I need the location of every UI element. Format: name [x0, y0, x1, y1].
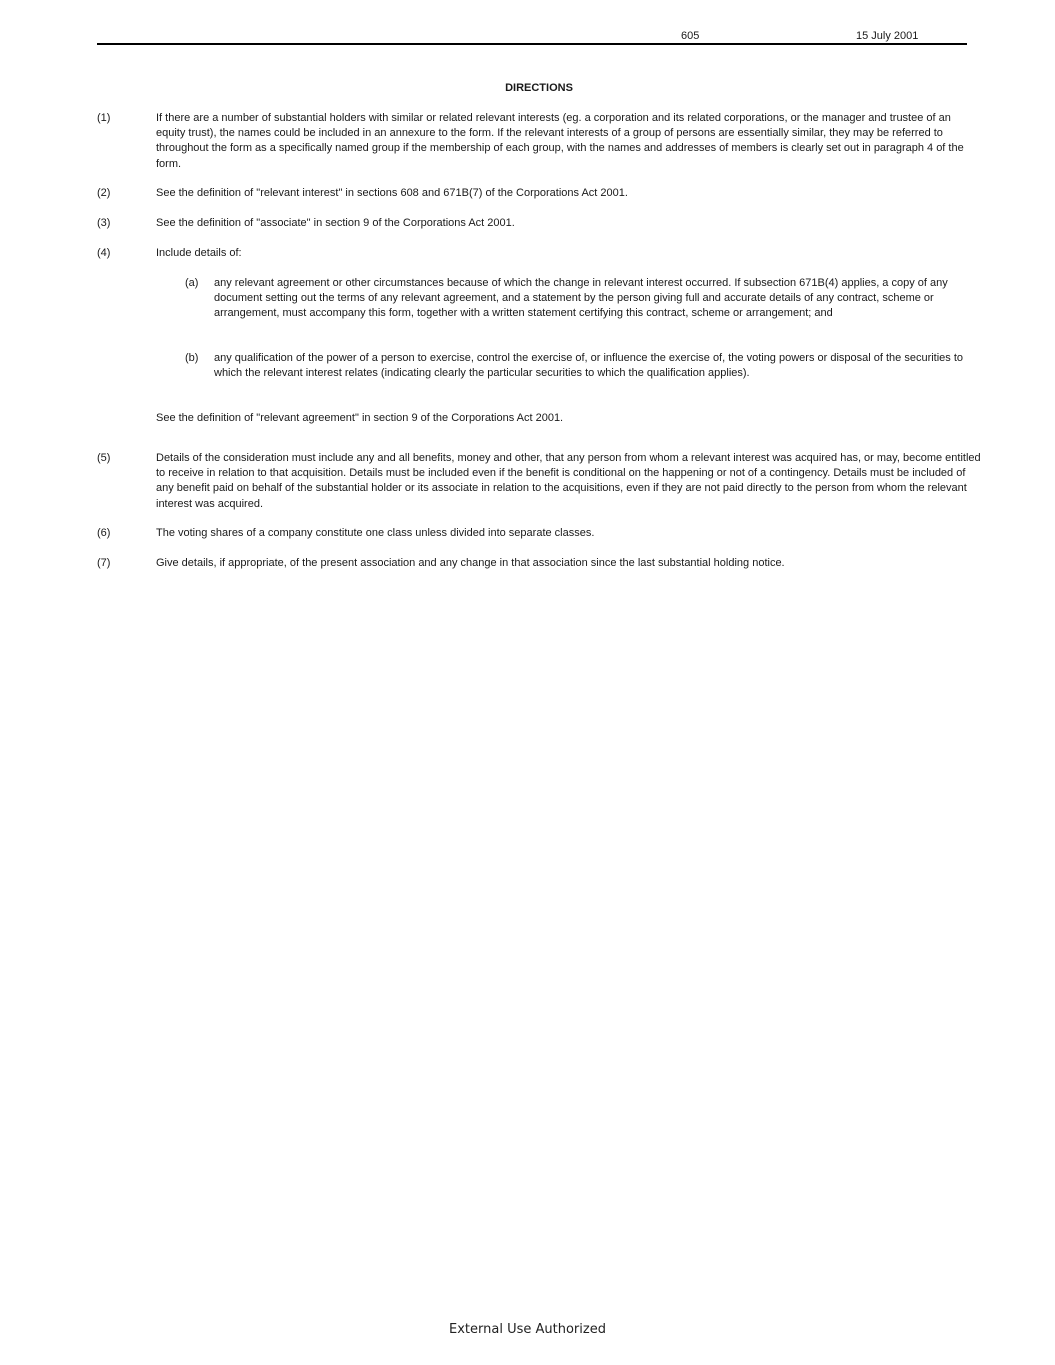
direction-text: See the definition of "associate" in section 9 of the Corporations Act 2001. — [156, 217, 515, 229]
direction-number: (3) — [97, 217, 111, 229]
see-also-note: See the definition of "relevant agreement" in section 9 of the Corporations Act 2001. — [156, 412, 564, 424]
header-date: 15 July 2001 — [856, 30, 919, 42]
direction-number: (4) — [97, 247, 111, 259]
page-title: DIRECTIONS — [505, 82, 573, 94]
direction-number: (5) — [97, 452, 111, 464]
direction-text: Include details of: — [156, 247, 242, 259]
sub-item-text: any qualification of the power of a person to exercise, control the exercise of, or influence the exercise of, the voting powers or disposal of the securities to which the relevant interest relates (indicating clearly the particular securities to which the qualification applies). — [214, 352, 964, 380]
direction-number: (7) — [97, 557, 111, 569]
direction-number: (6) — [97, 527, 111, 539]
direction-text: The voting shares of a company constitute one class unless divided into separate classes. — [156, 527, 595, 539]
direction-text: Give details, if appropriate, of the present association and any change in that association since the last substantial holding notice. — [156, 557, 785, 569]
direction-text: See the definition of "relevant interest" in sections 608 and 671B(7) of the Corporations Act 2001. — [156, 187, 628, 199]
direction-number: (2) — [97, 187, 111, 199]
page-header — [97, 29, 967, 45]
sub-item-letter: (b) — [185, 352, 199, 364]
sub-item-letter: (a) — [185, 277, 199, 289]
direction-text: If there are a number of substantial holders with similar or related relevant interests (eg. a corporation and its related corporations, or the manager and trustee of an equity trust), the names could be included in an annexure to the form. If the relevant interests of a group of persons are essentially similar, they may be referred to throughout the form as a specifically named group if the membership of each group, with the names and addresses of members is clearly set out in paragraph 4 of the form. — [156, 112, 964, 170]
direction-text: Details of the consideration must include any and all benefits, money and other, that any person from whom a relevant interest was acquired has, or may, become entitled to receive in relation to that acquisition. Details must be included even if the benefit is conditional on the happening or not of a contingency. Details must be included of any benefit paid on behalf of the substantial holder or its associate in relation to the acquisitions, even if they are not paid directly to the person from whom the relevant interest was acquired. — [156, 452, 981, 510]
form-number: 605 — [681, 30, 700, 42]
footer-classification: External Use Authorized — [449, 1322, 606, 1337]
sub-item-text: any relevant agreement or other circumstances because of which the change in relevant interest occurred. If subsection 671B(4) applies, a copy of any document setting out the terms of any relevant agreement, and a statement by the person giving full and accurate details of any contract, scheme or arrangement, must accompany this form, together with a written statement certifying this contract, scheme or arrangement; and — [214, 277, 948, 320]
direction-number: (1) — [97, 112, 111, 124]
